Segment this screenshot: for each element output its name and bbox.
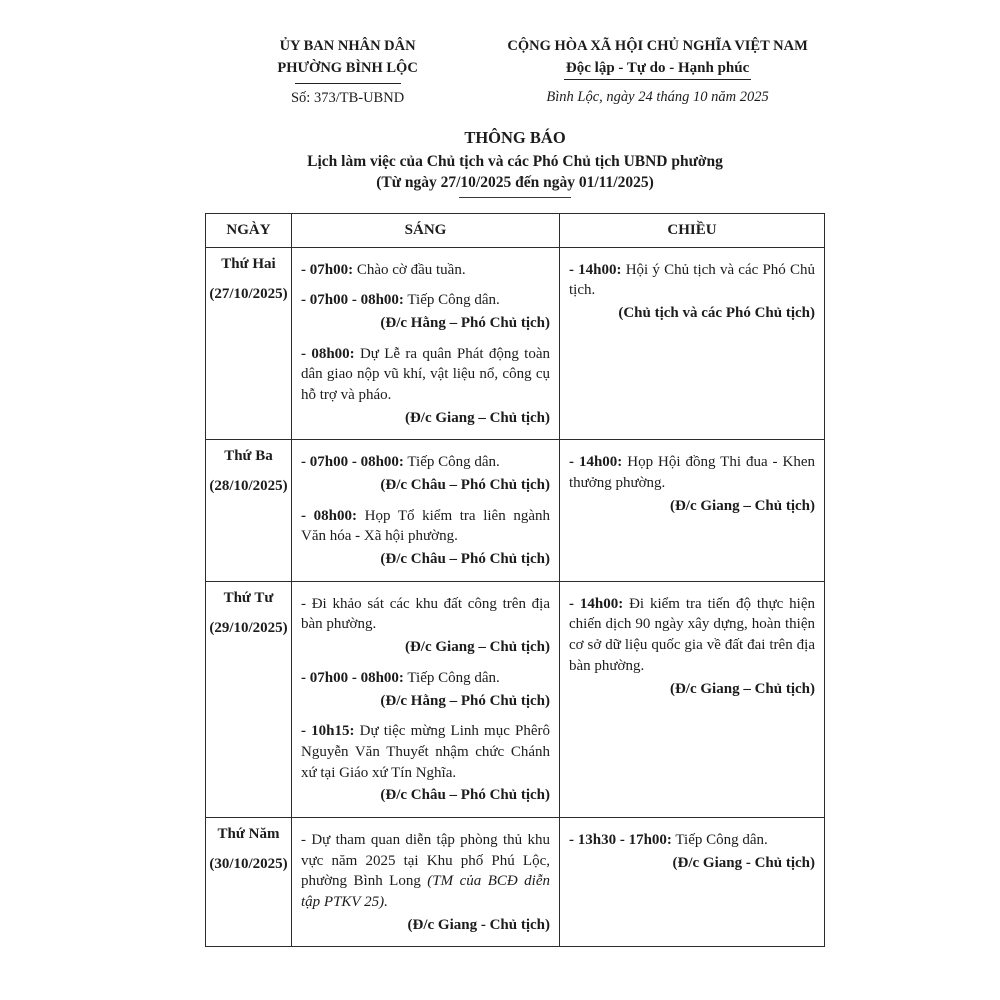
column-header-morning: SÁNG [292, 213, 560, 247]
entry-text: Dự tiệc mừng Linh mục Phêrô Nguyễn Văn Thuyết nhậm chức Chánh xứ tại Giáo xứ Tín Nghĩa. [301, 723, 550, 781]
day-label: Thứ Tư [223, 589, 274, 606]
national-title: CỘNG HÒA XÃ HỘI CHỦ NGHĨA VIỆT NAM [507, 38, 808, 54]
column-header-afternoon: CHIỀU [560, 213, 825, 247]
org-underline-rule [295, 83, 401, 84]
entry-time: - 08h00: [301, 345, 355, 362]
entry-time: - 14h00: [569, 595, 624, 612]
assignee-line: (Đ/c Giang – Chủ tịch) [404, 409, 550, 426]
assignee-line: (Đ/c Giang – Chủ tịch) [404, 639, 550, 656]
document-subject: Lịch làm việc của Chủ tịch và các Phó Chủ tịch UBND phường [307, 152, 723, 170]
date-label: (28/10/2025) [209, 478, 288, 495]
entry-note: (TM của BCĐ diễn tập PTKV 25). [301, 873, 550, 910]
day-cell [206, 440, 292, 581]
morning-cell [292, 581, 560, 817]
day-label: Thứ Ba [224, 448, 273, 465]
schedule-entry [301, 721, 550, 783]
org-name-line1: ỦY BAN NHÂN DÂN [279, 38, 416, 54]
entry-time: - 08h00: [301, 507, 357, 524]
entry-text: Hội ý Chủ tịch và các Phó Chủ tịch. [569, 261, 815, 299]
column-header-day: NGÀY [206, 213, 292, 247]
entry-text: Tiếp Công dân. [403, 454, 500, 471]
schedule-entry [301, 506, 550, 547]
schedule-entry [301, 344, 550, 406]
schedule-entry [301, 452, 550, 473]
afternoon-cell [560, 581, 825, 817]
schedule-entry [301, 260, 550, 281]
date-label: (27/10/2025) [209, 285, 288, 302]
schedule-table [205, 213, 825, 948]
table-row [206, 581, 825, 817]
entry-text: Họp Hội đồng Thi đua - Khen thưởng phường. [569, 454, 815, 491]
morning-cell [292, 247, 560, 440]
entry-text: Họp Tổ kiểm tra liên ngành Văn hóa - Xã hội phường. [301, 507, 551, 545]
entry-text: Tiếp Công dân. [403, 292, 500, 309]
entry-text: Tiếp Công dân. [671, 831, 768, 848]
entry-text: - Dự tham quan diễn tập phòng thủ khu vực năm 2025 tại Khu phố Phú Lộc, phường Bình Long [301, 831, 550, 890]
issuing-org-block [205, 36, 490, 107]
assignee-line: (Đ/c Giang – Chủ tịch) [669, 497, 815, 514]
assignee-line: (Đ/c Châu – Phó Chủ tịch) [380, 787, 550, 804]
date-label: (30/10/2025) [209, 855, 288, 872]
day-cell [206, 247, 292, 440]
place-and-date: Bình Lộc, ngày 24 tháng 10 năm 2025 [546, 88, 769, 105]
schedule-entry [301, 594, 550, 635]
document-period: (Từ ngày 27/10/2025 đến ngày 01/11/2025) [376, 173, 654, 191]
entry-time: - 10h15: [301, 723, 355, 740]
schedule-entry [569, 260, 815, 301]
schedule-entry [301, 668, 550, 689]
day-cell [206, 817, 292, 946]
afternoon-cell [560, 247, 825, 440]
entry-time: - 07h00 - 08h00: [301, 669, 404, 686]
entry-time: - 07h00 - 08h00: [301, 292, 404, 309]
entry-time: - 07h00 - 08h00: [301, 454, 404, 471]
entry-text: - Đi khảo sát các khu đất công trên địa bàn phường. [301, 595, 550, 633]
document-title: THÔNG BÁO [464, 127, 566, 147]
assignee-line: (Đ/c Châu – Phó Chủ tịch) [380, 551, 550, 568]
document-content [205, 0, 825, 947]
org-name-line2: PHƯỜNG BÌNH LỘC [277, 59, 418, 76]
assignee-line: (Đ/c Hằng – Phó Chủ tịch) [380, 692, 550, 709]
assignee-line: (Đ/c Châu – Phó Chủ tịch) [380, 477, 550, 493]
assignee-line: (Đ/c Hằng – Phó Chủ tịch) [380, 314, 550, 331]
assignee-line: (Chủ tịch và các Phó Chủ tịch) [618, 304, 815, 321]
schedule-entry [569, 452, 815, 493]
day-label: Thứ Hai [221, 255, 276, 272]
day-label: Thứ Năm [217, 825, 280, 842]
schedule-entry [301, 830, 550, 913]
schedule-entry [569, 830, 815, 851]
entry-time: - 13h30 - 17h00: [569, 831, 672, 848]
morning-cell [292, 440, 560, 581]
table-row [206, 247, 825, 440]
entry-time: - 14h00: [569, 454, 623, 471]
entry-time: - 14h00: [569, 261, 622, 278]
morning-cell [292, 817, 560, 946]
table-header-row [206, 213, 825, 247]
date-label: (29/10/2025) [209, 619, 288, 636]
entry-time: - 07h00: [301, 261, 354, 278]
table-row [206, 817, 825, 946]
day-cell [206, 581, 292, 817]
afternoon-cell [560, 440, 825, 581]
title-block [205, 128, 825, 198]
afternoon-cell [560, 817, 825, 946]
schedule-entry [569, 594, 815, 677]
national-motto: Độc lập - Tự do - Hạnh phúc [564, 60, 751, 80]
entry-text: Dự Lễ ra quân Phát động toàn dân giao nộp vũ khí, vật liệu nổ, công cụ hỗ trợ và pháo. [301, 345, 550, 403]
entry-text: Chào cờ đầu tuần. [353, 261, 466, 278]
schedule-entry [301, 290, 550, 311]
assignee-line: (Đ/c Giang – Chủ tịch) [669, 680, 815, 697]
assignee-line: (Đ/c Giang - Chủ tịch) [407, 916, 550, 933]
entry-text: Đi kiểm tra tiến độ thực hiện chiến dịch 90 ngày xây dựng, hoàn thiện cơ sở dữ liệu quốc gia về đất đai trên địa bàn phường. [569, 595, 815, 674]
entry-text: Tiếp Công dân. [403, 669, 500, 686]
assignee-line: (Đ/c Giang - Chủ tịch) [672, 854, 815, 871]
document-header [205, 36, 825, 107]
document-number: Số: 373/TB-UBND [290, 89, 405, 106]
table-row [206, 440, 825, 581]
national-motto-block [490, 36, 825, 107]
schedule-body [206, 247, 825, 947]
title-underline-rule [459, 197, 571, 198]
